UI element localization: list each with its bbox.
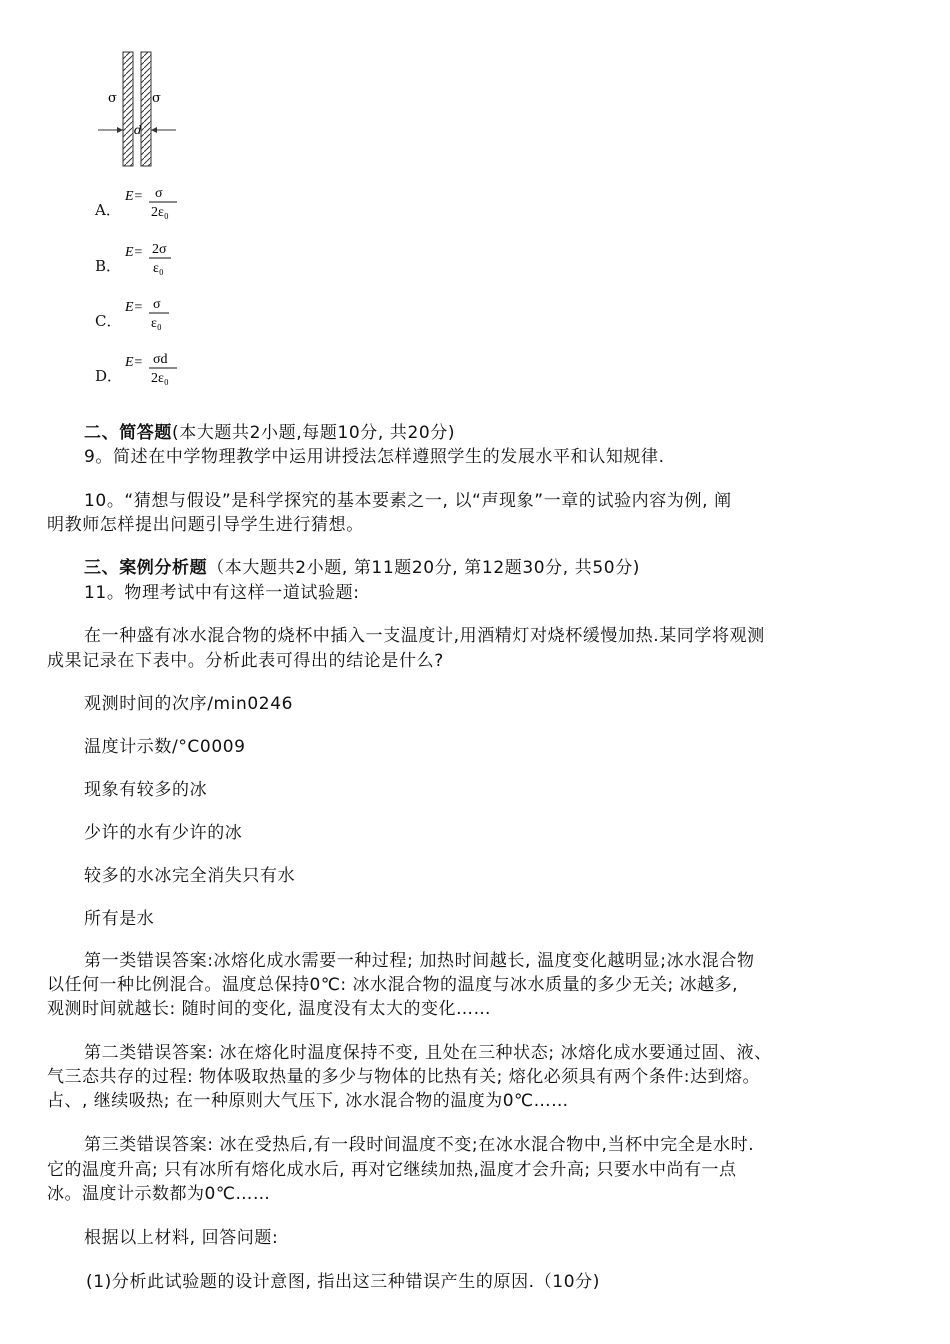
svg-text:σ: σ bbox=[153, 297, 161, 312]
section-title: 三、案例分析题 bbox=[84, 558, 208, 578]
table-line: 现象有较多的冰 bbox=[84, 780, 208, 800]
option-letter: C． bbox=[95, 312, 122, 330]
option-formula bbox=[125, 240, 195, 285]
table-line: 所有是水 bbox=[84, 909, 155, 929]
svg-text:2σ: 2σ bbox=[152, 242, 167, 257]
table-line: 较多的水冰完全消失只有水 bbox=[84, 866, 296, 886]
svg-text:E=: E= bbox=[125, 300, 143, 315]
table-line: 温度计示数/°C0009 bbox=[84, 737, 246, 757]
svg-text:σ: σ bbox=[155, 186, 163, 201]
svg-text:E=: E= bbox=[125, 245, 143, 260]
svg-text:ε₀: ε₀ bbox=[151, 316, 162, 331]
sigma-left-label: σ bbox=[108, 91, 117, 106]
section-desc: (本大题共2小题,每题10分, 共20分) bbox=[172, 423, 456, 443]
option-formula bbox=[125, 184, 195, 229]
wrong-answer-1-line-1: 第一类错误答案:冰熔化成水需要一种过程; 加热时间越长, 温度变化越明显;冰水混合物 bbox=[84, 951, 755, 971]
svg-text:ε₀: ε₀ bbox=[153, 261, 164, 276]
charged-plates-figure bbox=[90, 50, 190, 168]
question-9: 9。简述在中学物理教学中运用讲授法怎样遵照学生的发展水平和认知规律. bbox=[84, 447, 665, 467]
wrong-answer-3-line-2: 它的温度升高; 只有冰所有熔化成水后, 再对它继续加热,温度才会升高; 只要水中尚有一点 bbox=[47, 1160, 737, 1180]
section-title: 二、简答题 bbox=[84, 423, 172, 443]
section-2-heading bbox=[84, 418, 455, 443]
left-plate bbox=[123, 52, 133, 166]
option-formula bbox=[125, 295, 195, 340]
option-letter: B． bbox=[95, 257, 122, 275]
svg-text:σd: σd bbox=[153, 352, 168, 367]
wrong-answer-1-line-3: 观测时间就越长: 随时间的变化, 温度没有太大的变化…… bbox=[47, 999, 491, 1019]
wrong-answer-1-line-2: 以任何一种比例混合。温度总保持0℃: 冰水混合物的温度与冰水质量的多少无关; 冰越多, bbox=[47, 975, 739, 995]
wrong-answer-3-line-1: 第三类错误答案: 冰在受热后,有一段时间温度不变;在冰水混合物中,当杯中完全是水时. bbox=[84, 1135, 755, 1155]
intro-line-2: 成果记录在下表中。分析此表可得出的结论是什么? bbox=[47, 651, 444, 671]
table-line: 少许的水有少许的冰 bbox=[84, 823, 243, 843]
section-3-heading bbox=[84, 553, 640, 578]
table-line: 观测时间的次序/min0246 bbox=[84, 694, 294, 714]
right-plate bbox=[141, 52, 151, 166]
option-letter: D． bbox=[95, 367, 123, 385]
intro-line-1: 在一种盛有冰水混合物的烧杯中插入一支温度计,用酒精灯对烧杯缓慢加热.某同学将观测 bbox=[84, 626, 765, 646]
option-letter: A． bbox=[95, 201, 121, 219]
question-10-line-2: 明教师怎样提出问题引导学生进行猜想。 bbox=[47, 515, 364, 535]
svg-text:2ε₀: 2ε₀ bbox=[151, 371, 169, 386]
sigma-right-label: σ bbox=[152, 91, 161, 106]
svg-text:E=: E= bbox=[125, 189, 143, 204]
section-desc: （本大题共2小题, 第11题20分, 第12题30分, 共50分) bbox=[207, 558, 641, 578]
svg-text:E=: E= bbox=[125, 355, 143, 370]
wrong-answer-2-line-2: 气三态共存的过程: 物体吸取热量的多少与物体的比热有关; 熔化必须具有两个条件:达到熔。 bbox=[47, 1067, 760, 1087]
question-10-line-1: 10。“猜想与假设”是科学探究的基本要素之一, 以“声现象”一章的试验内容为例, 阐 bbox=[84, 491, 732, 511]
wrong-answer-3-line-3: 冰。温度计示数都为0℃…… bbox=[47, 1184, 271, 1204]
d-label: d bbox=[134, 123, 142, 137]
wrong-answer-2-line-1: 第二类错误答案: 冰在熔化时温度保持不变, 且处在三种状态; 冰熔化成水要通过固、液、 bbox=[84, 1043, 772, 1063]
question-11: 11。物理考试中有这样一道试验题: bbox=[84, 583, 360, 603]
option-formula bbox=[125, 350, 195, 395]
svg-text:2ε₀: 2ε₀ bbox=[151, 205, 169, 220]
prompt: 根据以上材料, 回答问题: bbox=[84, 1228, 279, 1248]
wrong-answer-2-line-3: 占、, 继续吸热; 在一种原则大气压下, 冰水混合物的温度为0℃…… bbox=[47, 1091, 569, 1111]
sub-question-1: (1)分析此试验题的设计意图, 指出这三种错误产生的原因.（10分) bbox=[86, 1272, 600, 1292]
